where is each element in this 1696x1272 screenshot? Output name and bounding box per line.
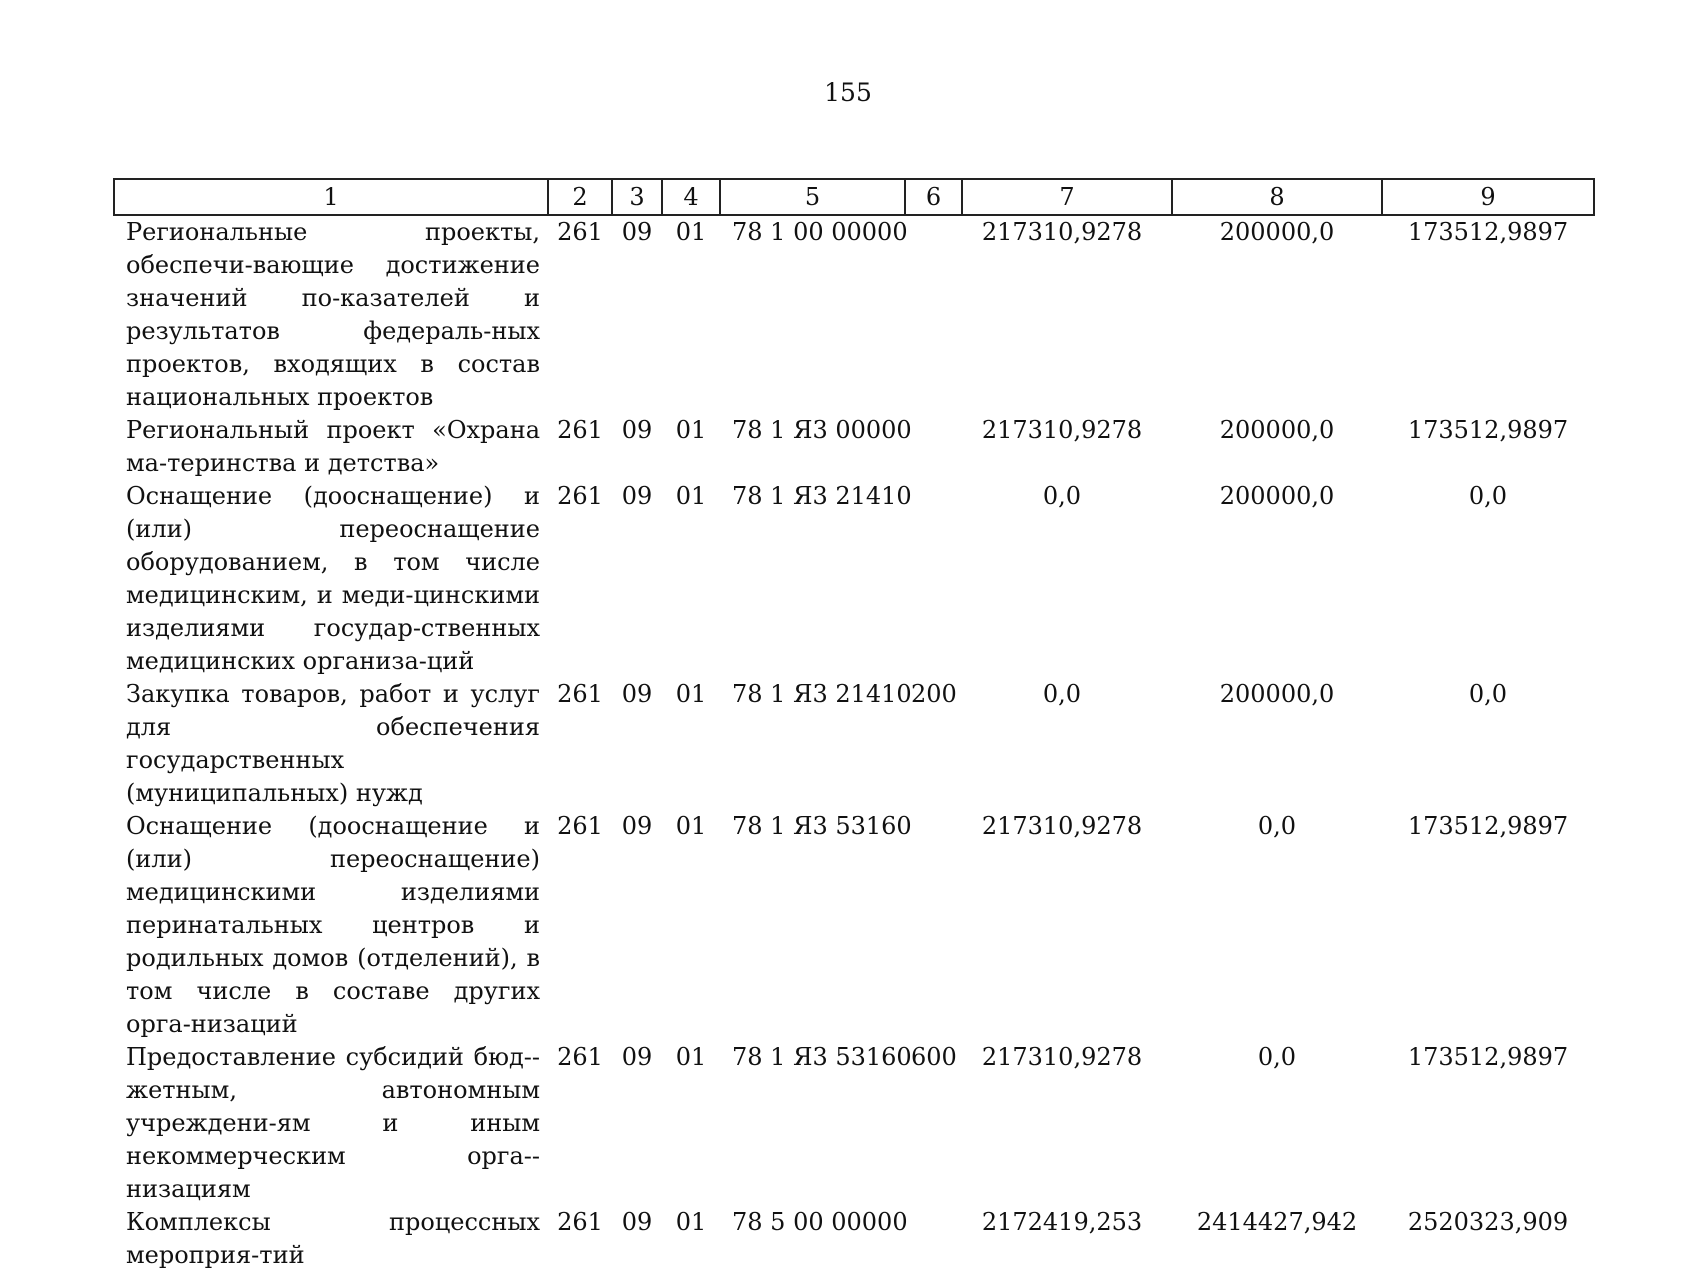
- column-header-7: 7: [962, 179, 1172, 215]
- cell-code-4: 01: [675, 1043, 707, 1071]
- cell-code-3: 09: [621, 218, 653, 246]
- table-row: [114, 414, 1594, 480]
- cell-amount-8: 200000,0: [1219, 482, 1335, 510]
- cell-amount-7: 217310,9278: [981, 812, 1143, 840]
- header-row: [114, 179, 1594, 215]
- cell-code-5: 78 1 Я3 21410: [732, 680, 912, 708]
- column-header-9: 9: [1382, 179, 1594, 215]
- cell-amount-7: 0,0: [1042, 482, 1082, 510]
- row-name: Закупка товаров, работ и услуг для обеспечения государственных (муниципальных) нужд: [126, 680, 540, 807]
- column-header-1: 1: [114, 179, 548, 215]
- cell-code-5: 78 1 Я3 21410: [732, 482, 912, 510]
- cell-amount-9: 173512,9897: [1407, 1043, 1569, 1071]
- column-header-4: 4: [662, 179, 720, 215]
- cell-code-3: 09: [621, 482, 653, 510]
- cell-code-5: 78 1 00 00000: [732, 218, 908, 246]
- page-number: 155: [824, 78, 872, 107]
- column-header-2: 2: [548, 179, 612, 215]
- cell-amount-8: 0,0: [1257, 812, 1297, 840]
- cell-code-6: [905, 810, 962, 1041]
- column-header-6: 6: [905, 179, 962, 215]
- cell-amount-9: 2520323,909: [1407, 1208, 1569, 1236]
- cell-amount-8: 2414427,942: [1196, 1208, 1358, 1236]
- cell-code-6: [905, 480, 962, 678]
- cell-code-5: 78 1 Я3 53160: [732, 1043, 912, 1071]
- row-name: Предоставление субсидий бюд-жетным, автономным учреждени-ям и иным некоммерческим орга-низациям: [126, 1043, 540, 1203]
- cell-code-6: [905, 215, 962, 414]
- cell-amount-9: 173512,9897: [1407, 416, 1569, 444]
- cell-amount-7: 217310,9278: [981, 416, 1143, 444]
- cell-code-4: 01: [675, 812, 707, 840]
- table-row: [114, 480, 1594, 678]
- cell-code-2: 261: [557, 482, 603, 510]
- cell-code-2: 261: [557, 416, 603, 444]
- cell-code-4: 01: [675, 680, 707, 708]
- cell-code-6: 200: [911, 680, 957, 708]
- table-row: [114, 1041, 1594, 1206]
- row-name: Оснащение (дооснащение) и (или) переоснащение оборудованием, в том числе медицинским, и меди-цинскими изделиями государ-ственных медицинских организа-ций: [126, 482, 540, 675]
- row-name: Комплексы процессных мероприя-тий: [126, 1208, 540, 1269]
- cell-amount-8: 200000,0: [1219, 218, 1335, 246]
- cell-code-6: [905, 414, 962, 480]
- cell-code-5: 78 1 Я3 53160: [732, 812, 912, 840]
- cell-amount-8: 200000,0: [1219, 680, 1335, 708]
- cell-amount-7: 217310,9278: [981, 218, 1143, 246]
- cell-code-4: 01: [675, 416, 707, 444]
- cell-code-2: 261: [557, 218, 603, 246]
- cell-code-4: 01: [675, 482, 707, 510]
- cell-code-5: 78 1 Я3 00000: [732, 416, 912, 444]
- table-row: [114, 678, 1594, 810]
- table-row: [114, 810, 1594, 1041]
- cell-amount-7: 217310,9278: [981, 1043, 1143, 1071]
- table-row: [114, 215, 1594, 414]
- cell-amount-8: 200000,0: [1219, 416, 1335, 444]
- budget-table: [113, 178, 1595, 1272]
- column-header-8: 8: [1172, 179, 1382, 215]
- cell-amount-9: 0,0: [1468, 482, 1508, 510]
- column-header-3: 3: [612, 179, 662, 215]
- column-header-5: 5: [720, 179, 905, 215]
- cell-code-2: 261: [557, 680, 603, 708]
- cell-amount-9: 173512,9897: [1407, 812, 1569, 840]
- row-name: Региональные проекты, обеспечи-вающие достижение значений по-казателей и результатов федераль-ных проектов, входящих в состав национальных проектов: [126, 218, 540, 411]
- cell-amount-7: 2172419,253: [981, 1208, 1143, 1236]
- cell-code-3: 09: [621, 416, 653, 444]
- cell-code-2: 261: [557, 1043, 603, 1071]
- cell-amount-8: 0,0: [1257, 1043, 1297, 1071]
- cell-code-4: 01: [675, 218, 707, 246]
- cell-code-3: 09: [621, 1043, 653, 1071]
- cell-code-3: 09: [621, 812, 653, 840]
- cell-code-6: [905, 1206, 962, 1272]
- cell-amount-7: 0,0: [1042, 680, 1082, 708]
- cell-code-3: 09: [621, 680, 653, 708]
- table-row: [114, 1206, 1594, 1272]
- cell-code-2: 261: [557, 1208, 603, 1236]
- cell-amount-9: 0,0: [1468, 680, 1508, 708]
- row-name: Оснащение (дооснащение и (или) переоснащение) медицинскими изделиями перинатальных центров и родильных домов (отделений), в том числе в составе других орга-низаций: [126, 812, 540, 1038]
- cell-code-4: 01: [675, 1208, 707, 1236]
- cell-amount-9: 173512,9897: [1407, 218, 1569, 246]
- cell-code-6: 600: [911, 1043, 957, 1071]
- cell-code-5: 78 5 00 00000: [732, 1208, 908, 1236]
- cell-code-3: 09: [621, 1208, 653, 1236]
- cell-code-2: 261: [557, 812, 603, 840]
- row-name: Региональный проект «Охрана ма-теринства и детства»: [126, 416, 540, 477]
